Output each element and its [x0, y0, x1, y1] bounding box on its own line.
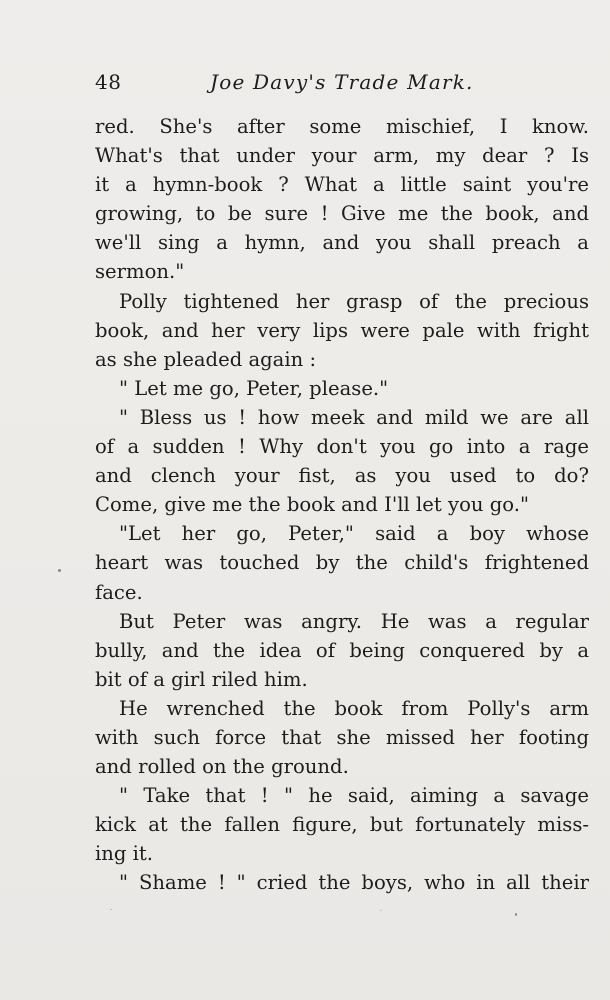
text-line: face. [95, 580, 143, 604]
text-line: as she pleaded again : [95, 347, 317, 371]
page-number: 48 [95, 70, 122, 94]
text-line: " Let me go, Peter, please." [119, 376, 389, 400]
text-line: and clench your fist, as you used to do? [95, 464, 589, 488]
paper-speck [380, 910, 382, 911]
text-line: bit of a girl riled him. [95, 667, 308, 691]
text-line: growing, to be sure ! Give me the book, and [95, 202, 589, 226]
text-line: "Let her go, Peter," said a boy whose [119, 522, 589, 546]
text-line: kick at the fallen figure, but fortunately miss- [95, 813, 589, 837]
text-line: it a hymn-book ? What a little saint you're [95, 173, 589, 197]
text-line: book, and her very lips were pale with fright [95, 318, 589, 342]
paper-speck [58, 569, 61, 572]
text-line: " Bless us ! how meek and mild we are all [119, 405, 589, 429]
text-line: But Peter was angry. He was a regular [119, 609, 589, 633]
text-line: sermon." [95, 260, 185, 284]
text-line: Come, give me the book and I'll let you go." [95, 493, 529, 517]
text-line: Polly tightened her grasp of the precious [119, 289, 589, 313]
text-line: He wrenched the book from Polly's arm [119, 696, 589, 720]
running-title: Joe Davy's Trade Mark. [210, 70, 474, 94]
text-line: bully, and the idea of being conquered by a [95, 638, 589, 662]
text-line: ing it. [95, 842, 154, 866]
text-line: we'll sing a hymn, and you shall preach a [95, 231, 589, 255]
text-line: " Take that ! " he said, aiming a savage [119, 784, 589, 808]
paper-speck [515, 913, 517, 916]
text-line: " Shame ! " cried the boys, who in all their [119, 871, 589, 895]
text-line: red. She's after some mischief, I know. [95, 115, 589, 138]
paper-speck [110, 909, 112, 910]
text-line: of a sudden ! Why don't you go into a rage [95, 435, 589, 459]
text-line: with such force that she missed her footing [95, 725, 589, 749]
body-text [95, 112, 589, 898]
text-line: What's that under your arm, my dear ? Is [95, 144, 589, 168]
text-line: and rolled on the ground. [95, 755, 349, 779]
running-head [95, 70, 575, 100]
text-line: heart was touched by the child's frightened [95, 551, 589, 575]
